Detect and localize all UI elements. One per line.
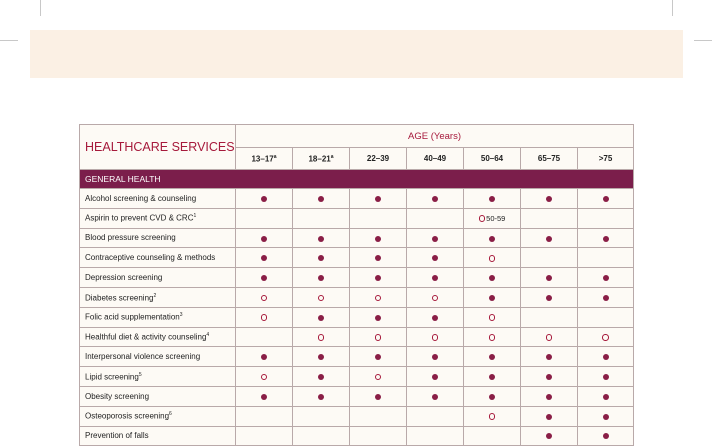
open-circle-icon	[489, 413, 496, 420]
filled-circle-icon	[375, 236, 381, 242]
service-footnote: 2	[153, 292, 157, 299]
age-cell	[293, 228, 350, 248]
age-cell	[407, 287, 464, 307]
age-cell	[464, 268, 521, 288]
age-cell	[578, 386, 634, 406]
age-cell	[578, 268, 634, 288]
age-cell	[464, 248, 521, 268]
age-cell	[350, 327, 407, 347]
age-cell	[236, 426, 293, 446]
open-circle-icon	[489, 314, 496, 321]
age-cell	[464, 327, 521, 347]
age-cell	[578, 189, 634, 209]
age-cell	[407, 189, 464, 209]
service-name	[80, 426, 236, 446]
table-row	[80, 386, 634, 406]
filled-circle-icon	[318, 354, 324, 360]
age-cell	[464, 426, 521, 446]
filled-circle-icon	[489, 295, 495, 301]
age-cell	[521, 228, 578, 248]
filled-circle-icon	[261, 354, 267, 360]
age-range-note: 50-59	[486, 213, 506, 223]
age-group-header	[578, 148, 634, 170]
age-cell	[464, 386, 521, 406]
age-cell	[578, 367, 634, 387]
service-label: Interpersonal violence screening	[85, 352, 201, 362]
table-row	[80, 287, 634, 307]
table-row	[80, 189, 634, 209]
filled-circle-icon	[318, 196, 324, 202]
age-group-footnote: a	[330, 153, 334, 160]
filled-circle-icon	[375, 196, 381, 202]
service-label: Diabetes screening	[85, 293, 154, 303]
age-cell	[464, 347, 521, 367]
table-title: HEALTHCARE SERVICES	[80, 125, 236, 170]
open-circle-icon	[261, 374, 268, 381]
age-cell	[350, 386, 407, 406]
age-header: AGE (Years)	[236, 125, 634, 148]
age-cell	[407, 228, 464, 248]
service-label: Healthful diet & activity counseling	[85, 332, 207, 342]
age-group-header	[293, 148, 350, 170]
crop-mark-right-horizontal	[694, 40, 712, 41]
open-circle-icon	[261, 314, 268, 321]
age-cell	[578, 287, 634, 307]
age-cell	[236, 208, 293, 228]
table-row	[80, 367, 634, 387]
service-label: Folic acid supplementation	[85, 313, 180, 322]
table-row	[80, 248, 634, 268]
filled-circle-icon	[375, 275, 381, 281]
open-circle-icon	[602, 334, 609, 341]
filled-circle-icon	[318, 394, 324, 400]
age-cell	[407, 367, 464, 387]
age-cell	[293, 347, 350, 367]
age-cell	[578, 426, 634, 446]
open-circle-icon	[375, 334, 382, 341]
age-cell	[407, 406, 464, 426]
table-row	[80, 228, 634, 248]
age-cell	[236, 386, 293, 406]
service-name	[80, 406, 236, 426]
age-group-header	[464, 148, 521, 170]
age-cell	[293, 367, 350, 387]
filled-circle-icon	[261, 394, 267, 400]
age-cell	[578, 327, 634, 347]
open-circle-icon	[489, 255, 496, 262]
filled-circle-icon	[489, 354, 495, 360]
age-cell	[407, 386, 464, 406]
age-cell	[578, 347, 634, 367]
age-cell	[578, 208, 634, 228]
open-circle-icon	[375, 374, 382, 381]
age-cell	[578, 228, 634, 248]
age-cell	[350, 248, 407, 268]
age-cell	[293, 208, 350, 228]
filled-circle-icon	[546, 196, 552, 202]
age-cell	[521, 268, 578, 288]
crop-mark-right-vertical	[672, 0, 673, 16]
table-row	[80, 327, 634, 347]
service-footnote: 5	[138, 371, 142, 378]
filled-circle-icon	[603, 414, 609, 420]
filled-circle-icon	[432, 275, 438, 281]
service-footnote: 6	[169, 411, 172, 418]
filled-circle-icon	[546, 374, 552, 380]
age-cell	[521, 189, 578, 209]
age-group-header	[350, 148, 407, 170]
age-cell	[521, 307, 578, 327]
age-cell	[350, 268, 407, 288]
service-name	[80, 367, 236, 387]
age-group-label: 50–64	[480, 154, 504, 163]
service-name	[80, 268, 236, 288]
age-cell	[293, 426, 350, 446]
table-row	[80, 307, 634, 327]
age-cell	[578, 406, 634, 426]
filled-circle-icon	[489, 236, 495, 242]
filled-circle-icon	[489, 275, 495, 281]
age-cell	[521, 208, 578, 228]
filled-circle-icon	[318, 315, 324, 321]
age-group-label: 13–17	[251, 154, 274, 164]
age-cell	[236, 307, 293, 327]
filled-circle-icon	[432, 196, 438, 202]
age-group-label: 40–49	[423, 154, 447, 163]
age-cell	[236, 248, 293, 268]
age-group-label: 65–75	[537, 154, 561, 163]
age-cell	[464, 189, 521, 209]
age-group-header	[407, 148, 464, 170]
filled-circle-icon	[603, 433, 609, 439]
service-footnote: 3	[179, 312, 183, 319]
filled-circle-icon	[375, 354, 381, 360]
age-cell	[293, 287, 350, 307]
crop-mark-left-horizontal	[0, 40, 18, 41]
service-name	[80, 189, 236, 209]
age-group-label: 22–39	[366, 154, 390, 163]
filled-circle-icon	[489, 374, 495, 380]
age-cell	[293, 268, 350, 288]
filled-circle-icon	[489, 196, 495, 202]
filled-circle-icon	[546, 354, 552, 360]
service-label: Alcohol screening & counseling	[85, 193, 197, 203]
age-cell	[236, 347, 293, 367]
age-cell	[464, 367, 521, 387]
table-row	[80, 208, 634, 228]
age-group-label: 18–21	[308, 154, 331, 164]
filled-circle-icon	[432, 354, 438, 360]
service-name	[80, 307, 236, 327]
age-cell	[293, 386, 350, 406]
filled-circle-icon	[318, 255, 324, 261]
age-cell	[578, 248, 634, 268]
age-group-label: >75	[598, 154, 613, 163]
service-label: Depression screening	[85, 273, 163, 283]
filled-circle-icon	[318, 236, 324, 242]
age-cell	[407, 208, 464, 228]
header-band	[30, 30, 683, 78]
age-cell	[293, 307, 350, 327]
age-group-footnote: a	[273, 153, 277, 160]
service-name	[80, 228, 236, 248]
filled-circle-icon	[603, 275, 609, 281]
age-cell	[236, 189, 293, 209]
open-circle-icon	[432, 334, 439, 341]
table-row	[80, 426, 634, 446]
filled-circle-icon	[375, 394, 381, 400]
age-cell	[350, 208, 407, 228]
age-cell	[350, 347, 407, 367]
age-cell	[521, 248, 578, 268]
service-label: Contraceptive counseling & methods	[85, 253, 216, 263]
filled-circle-icon	[261, 196, 267, 202]
filled-circle-icon	[546, 414, 552, 420]
age-cell	[521, 386, 578, 406]
age-cell	[293, 248, 350, 268]
service-label: Prevention of falls	[85, 431, 149, 441]
filled-circle-icon	[603, 394, 609, 400]
filled-circle-icon	[546, 236, 552, 242]
filled-circle-icon	[432, 394, 438, 400]
section-row	[80, 170, 634, 189]
filled-circle-icon	[432, 255, 438, 261]
age-cell	[350, 287, 407, 307]
filled-circle-icon	[489, 394, 495, 400]
filled-circle-icon	[432, 374, 438, 380]
age-cell	[236, 406, 293, 426]
age-cell	[521, 327, 578, 347]
age-cell	[521, 426, 578, 446]
age-cell	[464, 208, 521, 228]
filled-circle-icon	[603, 374, 609, 380]
filled-circle-icon	[375, 255, 381, 261]
service-name	[80, 287, 236, 307]
open-circle-icon	[318, 295, 325, 302]
open-circle-icon	[489, 334, 496, 341]
open-circle-icon	[375, 295, 382, 302]
service-name	[80, 208, 236, 228]
age-cell	[521, 367, 578, 387]
age-cell	[350, 307, 407, 327]
table-row	[80, 406, 634, 426]
service-footnote: 4	[206, 332, 210, 339]
age-cell	[521, 347, 578, 367]
age-cell	[464, 406, 521, 426]
filled-circle-icon	[432, 315, 438, 321]
age-cell	[407, 327, 464, 347]
age-cell	[236, 327, 293, 347]
age-cell	[350, 406, 407, 426]
table-row	[80, 347, 634, 367]
age-cell	[350, 189, 407, 209]
filled-circle-icon	[318, 374, 324, 380]
age-cell	[293, 406, 350, 426]
filled-circle-icon	[261, 275, 267, 281]
age-cell	[407, 347, 464, 367]
filled-circle-icon	[603, 196, 609, 202]
age-cell	[236, 287, 293, 307]
filled-circle-icon	[375, 315, 381, 321]
healthcare-services-table	[79, 124, 634, 446]
service-label: Lipid screening	[85, 372, 139, 382]
age-cell	[464, 307, 521, 327]
service-label: Blood pressure screening	[85, 233, 176, 243]
section-label: GENERAL HEALTH	[80, 170, 634, 189]
age-group-header	[236, 148, 293, 170]
service-name	[80, 347, 236, 367]
age-cell	[521, 287, 578, 307]
age-cell	[464, 228, 521, 248]
age-cell	[464, 287, 521, 307]
service-name	[80, 386, 236, 406]
age-cell	[293, 189, 350, 209]
open-circle-icon	[432, 295, 439, 302]
open-circle-icon	[479, 215, 486, 222]
service-footnote: 1	[193, 213, 197, 220]
service-label: Osteoporosis screening	[85, 411, 170, 421]
age-cell	[350, 426, 407, 446]
filled-circle-icon	[261, 236, 267, 242]
filled-circle-icon	[546, 275, 552, 281]
open-circle-icon	[546, 334, 553, 341]
filled-circle-icon	[432, 236, 438, 242]
filled-circle-icon	[546, 433, 552, 439]
age-cell	[407, 307, 464, 327]
age-cell	[521, 406, 578, 426]
age-cell	[236, 228, 293, 248]
filled-circle-icon	[546, 394, 552, 400]
crop-mark-left-vertical	[40, 0, 41, 16]
age-cell	[236, 268, 293, 288]
filled-circle-icon	[603, 354, 609, 360]
filled-circle-icon	[546, 295, 552, 301]
filled-circle-icon	[603, 295, 609, 301]
age-group-header	[521, 148, 578, 170]
age-cell	[578, 307, 634, 327]
filled-circle-icon	[318, 275, 324, 281]
filled-circle-icon	[261, 255, 267, 261]
age-cell	[407, 248, 464, 268]
service-name	[80, 248, 236, 268]
open-circle-icon	[261, 295, 268, 302]
filled-circle-icon	[603, 236, 609, 242]
age-cell	[236, 367, 293, 387]
age-cell	[407, 268, 464, 288]
open-circle-icon	[318, 334, 325, 341]
age-cell	[407, 426, 464, 446]
age-cell	[350, 228, 407, 248]
age-cell	[350, 367, 407, 387]
service-label: Aspirin to prevent CVD & CRC	[85, 214, 194, 224]
service-name	[80, 327, 236, 347]
age-cell	[293, 327, 350, 347]
table-row	[80, 268, 634, 288]
service-label: Obesity screening	[85, 391, 150, 401]
